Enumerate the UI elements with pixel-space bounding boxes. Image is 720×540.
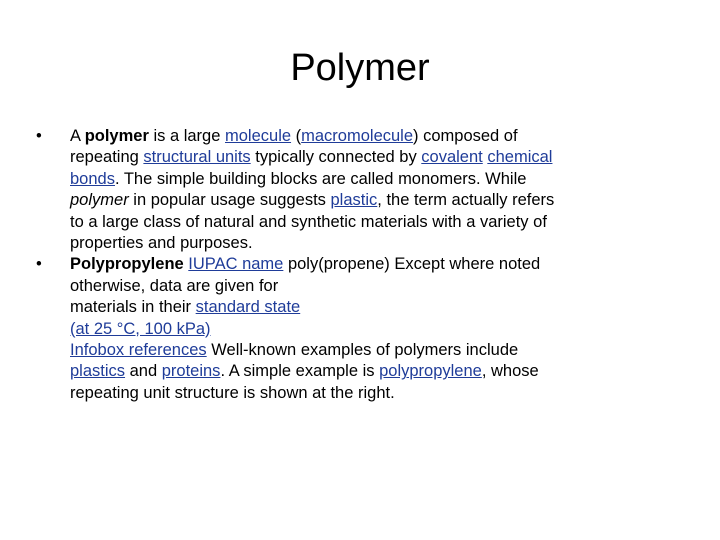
link-chemical-bonds[interactable]: chemical <box>487 148 553 167</box>
bullet-list <box>34 126 674 404</box>
link-structural-units[interactable]: structural units <box>143 148 251 167</box>
bold-term-polypropylene: Polypropylene <box>70 255 184 274</box>
link-bonds[interactable]: bonds <box>70 169 115 188</box>
bullet-icon: • <box>36 127 42 145</box>
link-infobox-references[interactable]: Infobox references <box>70 341 207 360</box>
link-standard-conditions[interactable]: (at 25 °C, 100 kPa) <box>70 319 211 338</box>
link-plastic[interactable]: plastic <box>330 191 378 210</box>
text-line: properties and purposes. <box>70 234 253 253</box>
text-line: to a large class of natural and synthetic materials with a variety of <box>70 212 547 231</box>
bullet-item-polymer-definition <box>34 126 674 254</box>
text-line: materials in their standard state <box>70 298 301 317</box>
text-line: A polymer is a large molecule (macromolecule) composed of <box>70 127 518 145</box>
bullet-icon: • <box>36 255 42 274</box>
text-line <box>70 319 674 340</box>
text-line: repeating structural units typically connected by covalent chemical <box>70 148 553 167</box>
text-line: bonds. The simple building blocks are called monomers. While <box>70 169 527 188</box>
text-line: repeating unit structure is shown at the right. <box>70 383 395 402</box>
text-line: Polypropylene IUPAC name poly(propene) Except where noted <box>70 255 541 274</box>
slide-body <box>34 126 674 404</box>
link-plastics[interactable]: plastics <box>70 362 126 381</box>
link-macromolecule[interactable]: macromolecule <box>301 127 414 145</box>
bullet-item-polypropylene <box>34 254 674 404</box>
link-standard-state[interactable]: standard state <box>195 298 301 317</box>
link-polypropylene[interactable]: polypropylene <box>379 362 482 381</box>
text-line: plastics and proteins. A simple example is polypropylene, whose <box>70 362 539 381</box>
text-line: polymer in popular usage suggests plastic, the term actually refers <box>70 191 555 210</box>
text-line: Infobox references Well-known examples of polymers include <box>70 341 519 360</box>
link-iupac-name[interactable]: IUPAC name <box>188 255 284 274</box>
link-molecule[interactable]: molecule <box>225 127 292 145</box>
link-proteins[interactable]: proteins <box>161 362 221 381</box>
text-line: otherwise, data are given for <box>70 276 279 295</box>
bold-term-polymer: polymer <box>84 127 149 145</box>
italic-term-polymer: polymer <box>70 191 129 210</box>
slide-title: Polymer <box>290 47 430 89</box>
link-covalent[interactable]: covalent <box>421 148 483 167</box>
